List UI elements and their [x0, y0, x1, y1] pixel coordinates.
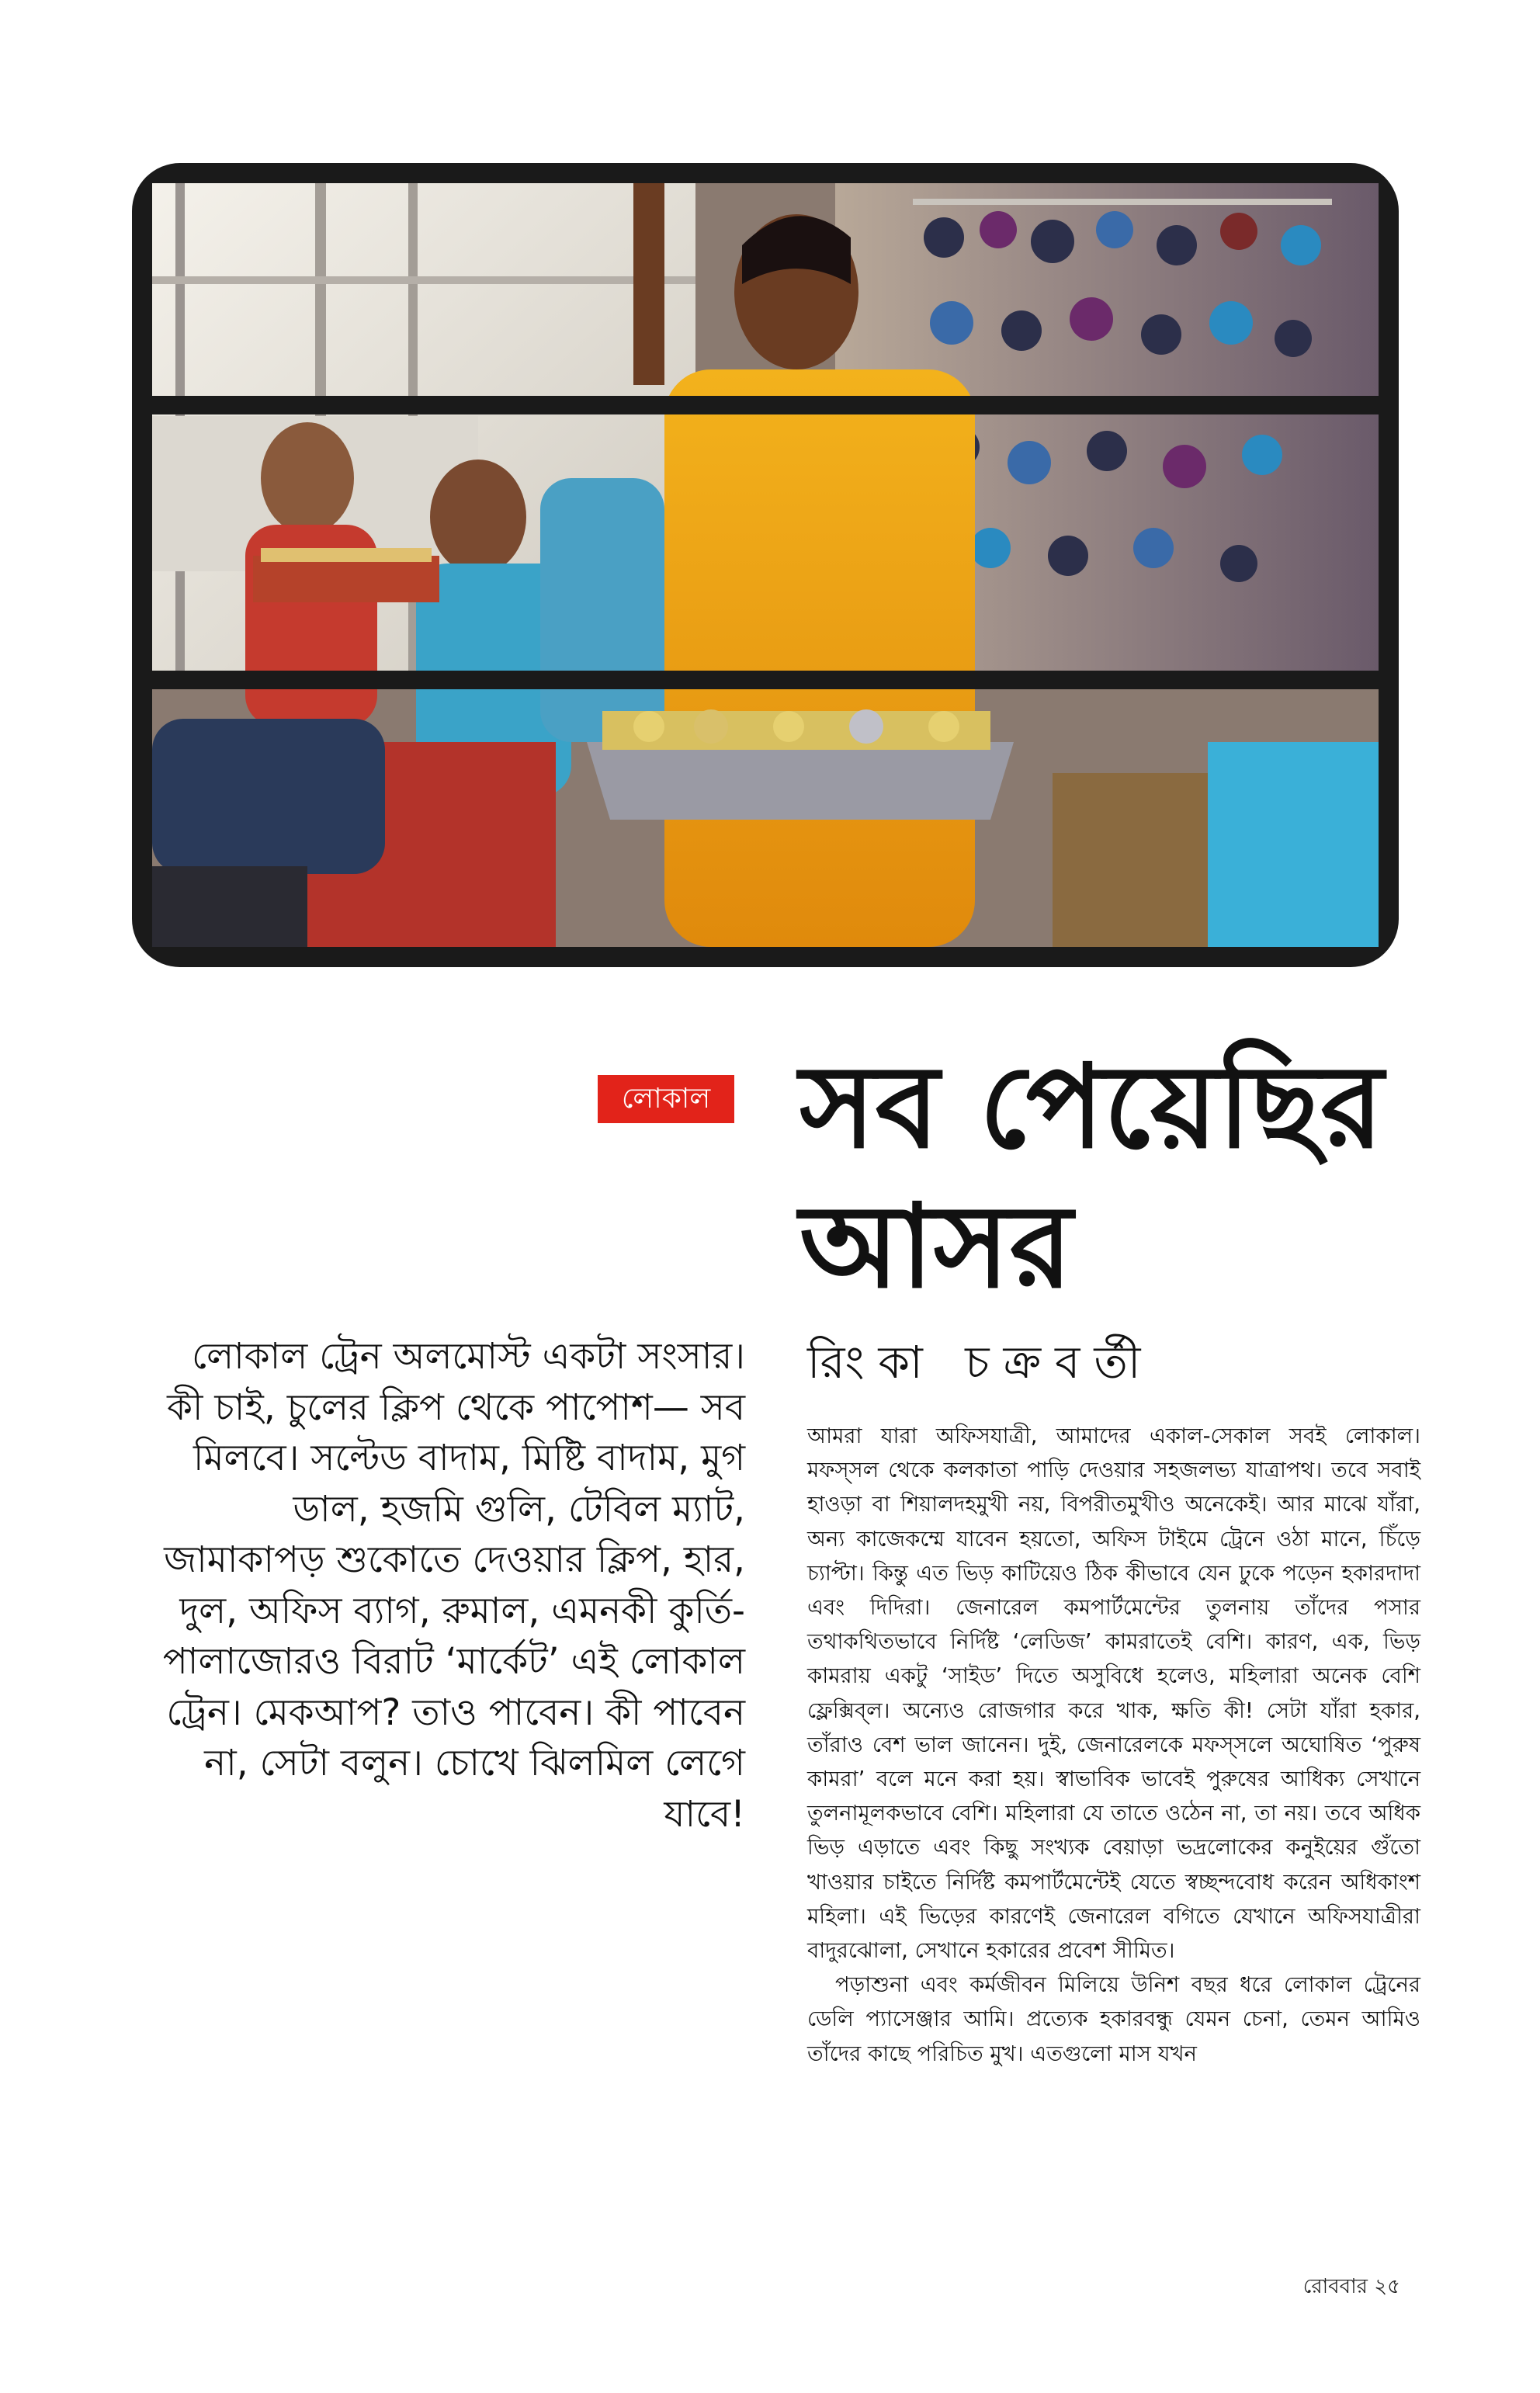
- page-folio: রোববার ২৫: [1302, 2275, 1400, 2298]
- body-paragraph: পড়াশুনা এবং কর্মজীবন মিলিয়ে উনিশ বছর ধরে লোকাল ট্রেনের ডেলি প্যাসেঞ্জার আমি। প্রত্যেক হকারবন্ধু যেমন চেনা, তেমন আমিও তাঁদের কাছে পরিচিত মুখ। এতগুলো মাস যখন: [807, 1972, 1420, 2066]
- train-vendor-photo: [152, 183, 1379, 947]
- body-paragraph: আমরা যারা অফিসযাত্রী, আমাদের একাল-সেকাল সবই লোকাল। মফস্সল থেকে কলকাতা পাড়ি দেওয়ার সহজলভ্য যাত্রাপথ। তবে সবাই হাওড়া বা শিয়ালদহমুখী নয়, বিপরীতমুখীও অনেকেই। আর মাঝে যাঁরা, অন্য কাজেকম্মে যাবেন হয়তো, অফিস টাইমে ট্রেনে ওঠা মানে, চিঁড়ে চ্যাপ্টা। কিন্তু এত ভিড় কাটিয়েও ঠিক কীভাবে যেন ঢুকে পড়েন হকারদাদা এবং দিদিরা। জেনারেল কমপার্টমেন্টের তুলনায় তাঁদের পসার তথাকথিতভাবে নির্দিষ্ট ‘লেডিজ’ কামরাতেই বেশি। কারণ, এক, ভিড় কামরায় একটু ‘সাইড’ দিতে অসুবিধে হলেও, মহিলারা অনেক বেশি ফ্লেক্সিব্‌ল। অন্যেও রোজগার করে খাক, ক্ষতি কী! সেটা যাঁরা হকার, তাঁরাও বেশ ভাল জানেন। দুই, জেনারেলকে মফস্সলে অঘোষিত ‘পুরুষ কামরা’ বলে মনে করা হয়। স্বাভাবিক ভাবেই পুরুষের আধিক্য সেখানে তুলনামূলকভাবে বেশি। মহিলারা যে তাতে ওঠেন না, তা নয়। তবে অধিক ভিড় এড়াতে এবং কিছু সংখ্যক বেয়াড়া ভদ্রলোকের কনুইয়ের গুঁতো খাওয়ার চাইতে নির্দিষ্ট কমপার্টমেন্টেই যেতে স্বচ্ছন্দবোধ করেন অধিকাংশ মহিলা। এই ভিড়ের কারণেই জেনারেল বগিতে যেখানে অফিসযাত্রীরা বাদুরঝোলা, সেখানে হকারের প্রবেশ সীমিত।: [807, 1424, 1420, 1964]
- section-tag: লোকাল: [598, 1075, 734, 1123]
- photo-frame: [132, 163, 1399, 967]
- byline: রিংকা চক্রবর্তী: [807, 1336, 1155, 1389]
- photo-divider-bar: [152, 396, 1379, 414]
- headline: সব পেয়েছির আসর: [799, 1039, 1384, 1313]
- photo-illustration: [152, 183, 1379, 947]
- article-body: [807, 1419, 1420, 2071]
- photo-divider-bar: [152, 671, 1379, 689]
- standfirst: লোকাল ট্রেন অলমোস্ট একটা সংসার। কী চাই, চুলের ক্লিপ থেকে পাপোশ— সব মিলবে। সল্টেড বাদাম, মিষ্টি বাদাম, মুগ ডাল, হজমি গুলি, টেবিল ম্যাট, জামাকাপড় শুকোতে দেওয়ার ক্লিপ, হার, দুল, অফিস ব্যাগ, রুমাল, এমনকী কুর্তি-পালাজোরও বিরাট ‘মার্কেট’ এই লোকাল ট্রেন। মেকআপ? তাও পাবেন। কী পাবেন না, সেটা বলুন। চোখে ঝিলমিল লেগে যাবে!: [162, 1335, 745, 1836]
